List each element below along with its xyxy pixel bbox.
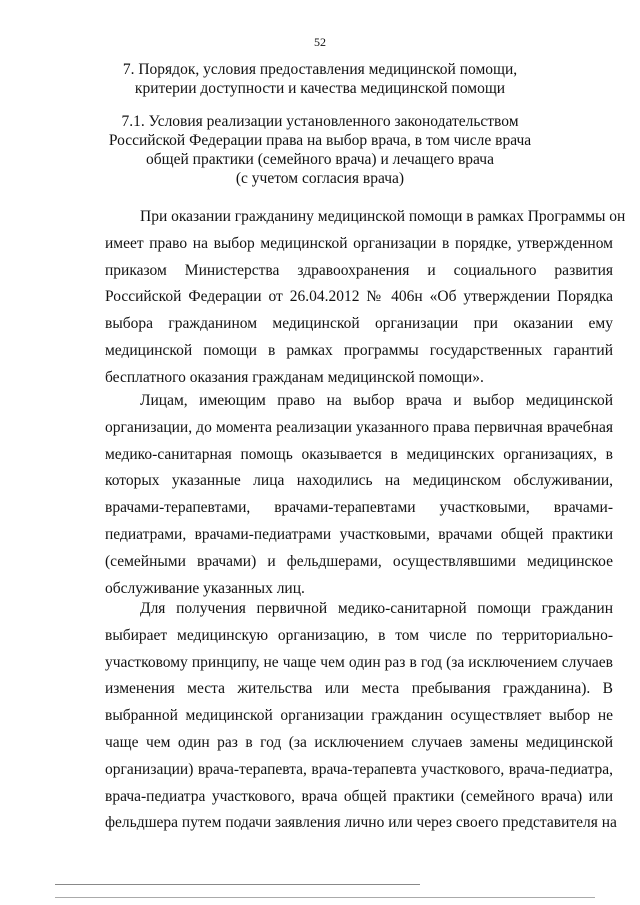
text-line: врачами-терапевтами, врачами-терапевтами участковыми, врачами- (105, 499, 613, 517)
paragraph-primary-care-choice (105, 596, 617, 837)
text-line: фельдшера путем подачи заявления лично или через своего представителя на (105, 814, 617, 832)
text-line: приказом Министерства здравоохранения и социального развития (105, 261, 613, 279)
page-number: 52 (314, 35, 326, 49)
subsection-heading-line: (с учетом согласия врача) (235, 170, 405, 187)
text-line: чаще чем один раз в год (за исключением случаев замены медицинской (105, 733, 613, 751)
subsection-heading (90, 112, 550, 188)
text-line: выбора гражданином медицинской организации при оказании ему (105, 315, 613, 333)
text-line: медицинской помощи в рамках программы государственных гарантий (105, 341, 613, 359)
text-line: педиатрами, врачами-педиатрами участковыми, врачами общей практики (105, 525, 613, 543)
subsection-heading-line: общей практики (семейного врача) и лечащего врача (146, 151, 494, 168)
text-line: участковому принципу, не чаще чем один раз в год (за исключением случаев (105, 653, 613, 671)
text-line: (семейными врачами) и фельдшерами, осуществлявшими медицинское (105, 552, 613, 570)
text-line: организации, до момента реализации указанного права первичная врачебная (105, 418, 613, 436)
scan-edge-line (55, 884, 420, 885)
text-line: Российской Федерации от 26.04.2012 № 406н «Об утверждении Порядка (105, 288, 613, 306)
text-line: бесплатного оказания гражданам медицинской помощи». (105, 368, 484, 386)
section-heading-line: критерии доступности и качества медицинской помощи (134, 80, 506, 97)
text-line: изменения места жительства или места пребывания гражданина). В (105, 680, 613, 698)
text-line: организации) врача-терапевта, врача-терапевта участкового, врача-педиатра, (105, 760, 613, 778)
section-heading-line: 7. Порядок, условия предоставления медицинской помощи, (122, 61, 518, 78)
section-heading (90, 60, 550, 98)
text-line: При оказании гражданину медицинской помощи в рамках Программы он (140, 208, 626, 225)
text-line: которых указанные лица находились на медицинском обслуживании, (105, 472, 613, 490)
subsection-heading-line: Российской Федерации права на выбор врача, в том числе врача (108, 132, 532, 149)
paragraph-right-to-choose (105, 204, 626, 392)
text-line: обслуживание указанных лиц. (105, 579, 305, 597)
text-line: Лицам, имеющим право на выбор врача и выбор медицинской (140, 392, 613, 409)
text-line: имеет право на выбор медицинской организации в порядке, утвержденном (105, 234, 613, 252)
text-line: врача-педиатра участкового, врача общей практики (семейного врача) или (105, 787, 613, 805)
text-line: выбранной медицинской организации гражданин осуществляет выбор не (105, 707, 613, 725)
subsection-heading-line: 7.1. Условия реализации установленного законодательством (121, 113, 519, 130)
scan-edge-line (55, 897, 595, 898)
text-line: Для получения первичной медико-санитарной помощи гражданин (140, 600, 613, 617)
paragraph-before-choice (105, 388, 613, 602)
text-line: выбирает медицинскую организацию, в том числе по территориально- (105, 626, 613, 644)
text-line: медико-санитарная помощь оказывается в медицинских организациях, в (105, 445, 613, 463)
